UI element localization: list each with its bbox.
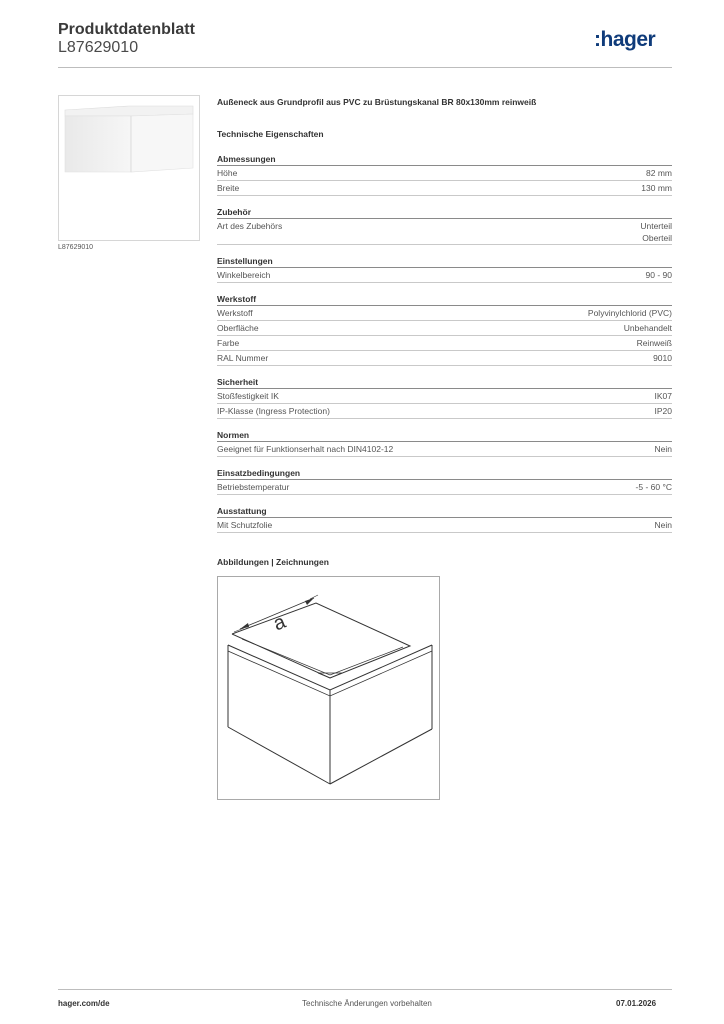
spec-row bbox=[217, 268, 672, 283]
spec-row bbox=[217, 321, 672, 336]
footer-notice: Technische Änderungen vorbehalten bbox=[302, 999, 432, 1008]
product-photo bbox=[58, 95, 200, 241]
spec-value: Polyvinylchlorid (PVC) bbox=[587, 308, 672, 318]
spec-label: Betriebstemperatur bbox=[217, 482, 290, 492]
spec-value: 90 - 90 bbox=[645, 270, 672, 280]
spec-value: Reinweiß bbox=[636, 338, 672, 348]
spec-row bbox=[217, 336, 672, 351]
section-title: Zubehör bbox=[217, 203, 672, 219]
spec-label: IP-Klasse (Ingress Protection) bbox=[217, 406, 330, 416]
spec-sections bbox=[217, 150, 672, 540]
spec-value: 130 mm bbox=[641, 183, 672, 193]
spec-row bbox=[217, 181, 672, 196]
spec-row bbox=[217, 389, 672, 404]
section-title: Normen bbox=[217, 426, 672, 442]
spec-row bbox=[217, 306, 672, 321]
section-title: Einstellungen bbox=[217, 252, 672, 268]
spec-value: Nein bbox=[654, 444, 672, 454]
footer-divider bbox=[58, 989, 672, 990]
spec-row bbox=[217, 404, 672, 419]
spec-row bbox=[217, 351, 672, 366]
product-code: L87629010 bbox=[58, 39, 139, 56]
spec-value: 9010 bbox=[653, 353, 672, 363]
section-spacer bbox=[217, 495, 672, 502]
spec-value: -5 - 60 °C bbox=[635, 482, 672, 492]
section-spacer bbox=[217, 533, 672, 540]
spec-label: Höhe bbox=[217, 168, 238, 178]
section-spacer bbox=[217, 419, 672, 426]
page-title: Produktdatenblatt bbox=[58, 21, 195, 38]
footer-date: 07.01.2026 bbox=[616, 999, 657, 1008]
section-spacer bbox=[217, 196, 672, 203]
spec-label: Mit Schutzfolie bbox=[217, 520, 273, 530]
section-spacer bbox=[217, 245, 672, 252]
technical-drawing bbox=[217, 576, 440, 800]
spec-label: Stoßfestigkeit IK bbox=[217, 391, 279, 401]
spec-value: IP20 bbox=[654, 406, 672, 416]
footer-website-link[interactable]: hager.com/de bbox=[58, 999, 110, 1008]
spec-label: Art des Zubehörs bbox=[217, 221, 283, 231]
spec-value: Unterteil Oberteil bbox=[640, 221, 672, 243]
spec-row bbox=[217, 219, 672, 245]
header-divider bbox=[58, 67, 672, 68]
section-title: Abmessungen bbox=[217, 150, 672, 166]
spec-label: RAL Nummer bbox=[217, 353, 269, 363]
spec-label: Breite bbox=[217, 183, 240, 193]
specifications bbox=[217, 97, 672, 540]
spec-label: Oberfläche bbox=[217, 323, 259, 333]
spec-label: Farbe bbox=[217, 338, 240, 348]
spec-row bbox=[217, 442, 672, 457]
spec-value: 82 mm bbox=[646, 168, 672, 178]
product-photo-image bbox=[59, 96, 199, 240]
photo-caption: L87629010 bbox=[58, 244, 94, 251]
spec-label: Werkstoff bbox=[217, 308, 253, 318]
spec-label: Winkelbereich bbox=[217, 270, 271, 280]
spec-label: Geeignet für Funktionserhalt nach DIN4102-12 bbox=[217, 444, 394, 454]
spec-value: Nein bbox=[654, 520, 672, 530]
technical-heading: Technische Eigenschaften bbox=[217, 129, 324, 139]
spec-value: IK07 bbox=[654, 391, 672, 401]
section-title: Sicherheit bbox=[217, 373, 672, 389]
product-description: Außeneck aus Grundprofil aus PVC zu Brüstungskanal BR 80x130mm reinweiß bbox=[217, 97, 537, 107]
spec-row bbox=[217, 480, 672, 495]
spec-value: Unbehandelt bbox=[623, 323, 672, 333]
spec-row bbox=[217, 518, 672, 533]
section-title: Ausstattung bbox=[217, 502, 672, 518]
spec-row bbox=[217, 166, 672, 181]
section-spacer bbox=[217, 366, 672, 373]
corner-drawing bbox=[218, 577, 439, 799]
section-spacer bbox=[217, 457, 672, 464]
section-title: Werkstoff bbox=[217, 290, 672, 306]
hager-logo: :hager bbox=[594, 28, 656, 51]
drawings-heading: Abbildungen | Zeichnungen bbox=[217, 557, 329, 567]
section-spacer bbox=[217, 283, 672, 290]
dimension-label: a bbox=[270, 610, 289, 636]
section-title: Einsatzbedingungen bbox=[217, 464, 672, 480]
